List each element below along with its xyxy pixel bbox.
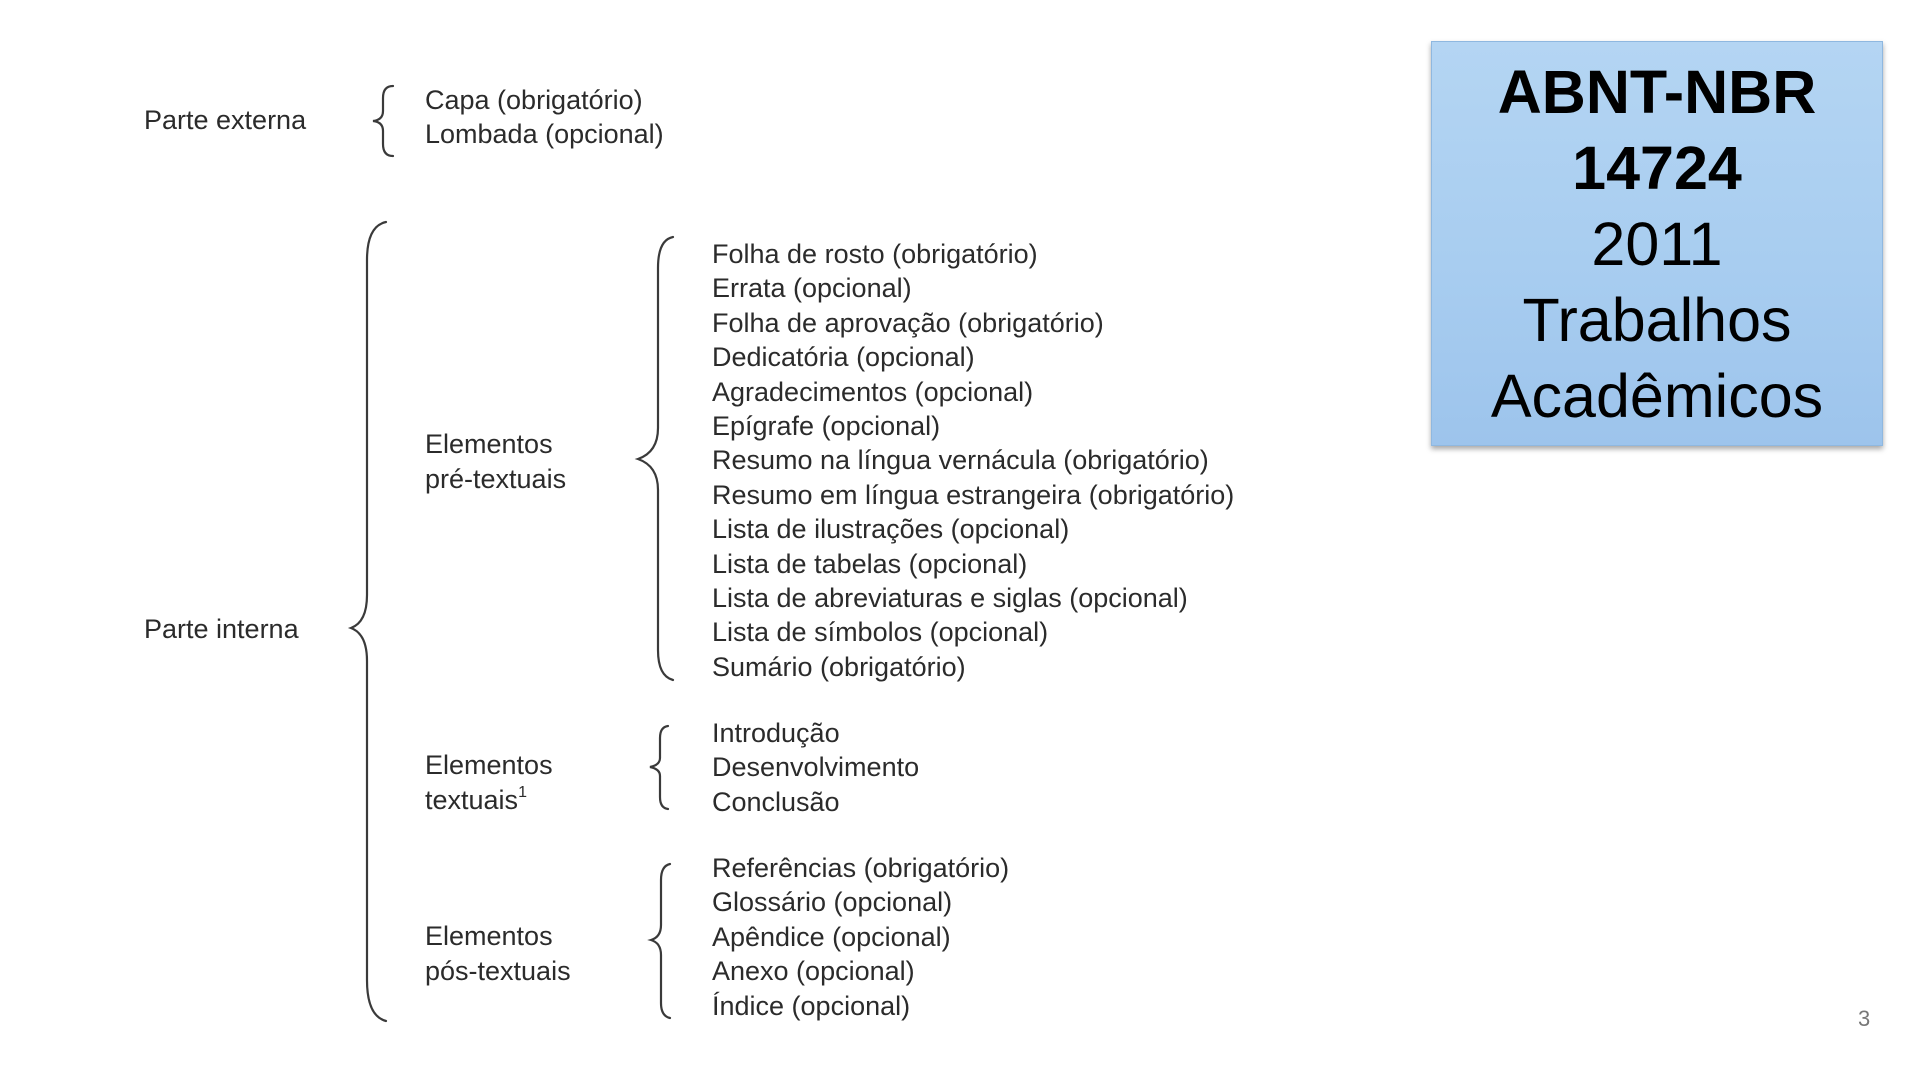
list-item: Apêndice (opcional): [712, 921, 951, 952]
list-item: Lista de ilustrações (opcional): [712, 514, 1070, 545]
parte-externa-list: [425, 83, 664, 152]
list-item: Glossário (opcional): [712, 887, 953, 918]
textuais-list: [712, 716, 919, 819]
list-item: Agradecimentos (opcional): [712, 376, 1034, 407]
pre-textuais-list: [712, 237, 1234, 684]
pos-textuais-brace: [0, 0, 1, 1]
title-line-1: ABNT-NBR: [1497, 58, 1817, 126]
parte-externa-label: Parte externa: [144, 105, 307, 135]
list-item: Anexo (opcional): [712, 956, 915, 987]
parte-interna-label: Parte interna: [144, 614, 299, 644]
list-item: Desenvolvimento: [712, 752, 920, 783]
textuais-label-line1: Elementos: [425, 750, 553, 780]
footnote-mark: 1: [518, 783, 527, 801]
pos-textuais-label: [425, 919, 571, 988]
pos-textuais-list: [712, 851, 1009, 1023]
textuais-label-line2: [425, 783, 553, 818]
list-item: Sumário (obrigatório): [712, 651, 966, 682]
list-item: Resumo em língua estrangeira (obrigatório): [712, 479, 1235, 510]
pos-textuais-label-line1: Elementos: [425, 921, 553, 951]
list-item: Epígrafe (opcional): [712, 411, 941, 442]
list-item: Lista de símbolos (opcional): [712, 617, 1049, 648]
list-item: Dedicatória (opcional): [712, 342, 975, 373]
title-box: [1431, 41, 1883, 446]
list-item: Lista de tabelas (opcional): [712, 548, 1028, 579]
pre-textuais-label: [425, 427, 566, 496]
list-item: Resumo na língua vernácula (obrigatório): [712, 445, 1209, 476]
list-item: Capa (obrigatório): [425, 85, 643, 115]
title-line-2: 14724: [1572, 134, 1742, 202]
list-item: Errata (opcional): [712, 273, 912, 304]
textuais-label: [425, 748, 553, 817]
pre-textuais-label-line1: Elementos: [425, 429, 553, 459]
list-item: Índice (opcional): [712, 990, 911, 1021]
list-item: Lombada (opcional): [425, 119, 664, 150]
list-item: Referências (obrigatório): [712, 853, 1010, 883]
pos-textuais-label-line2: pós-textuais: [425, 955, 571, 986]
pre-textuais-label-line2: pré-textuais: [425, 463, 567, 494]
list-item: Folha de aprovação (obrigatório): [712, 307, 1104, 338]
title-line-5: Acadêmicos: [1490, 362, 1824, 430]
list-item: Conclusão: [712, 786, 840, 817]
textuais-label-text: textuais: [425, 784, 519, 815]
list-item: Folha de rosto (obrigatório): [712, 239, 1038, 269]
title-line-4: Trabalhos: [1522, 286, 1792, 354]
page-number: 3: [1858, 1006, 1871, 1031]
list-item: Lista de abreviaturas e siglas (opcional): [712, 583, 1188, 614]
list-item: Introdução: [712, 718, 840, 748]
title-line-3: 2011: [1591, 210, 1723, 278]
